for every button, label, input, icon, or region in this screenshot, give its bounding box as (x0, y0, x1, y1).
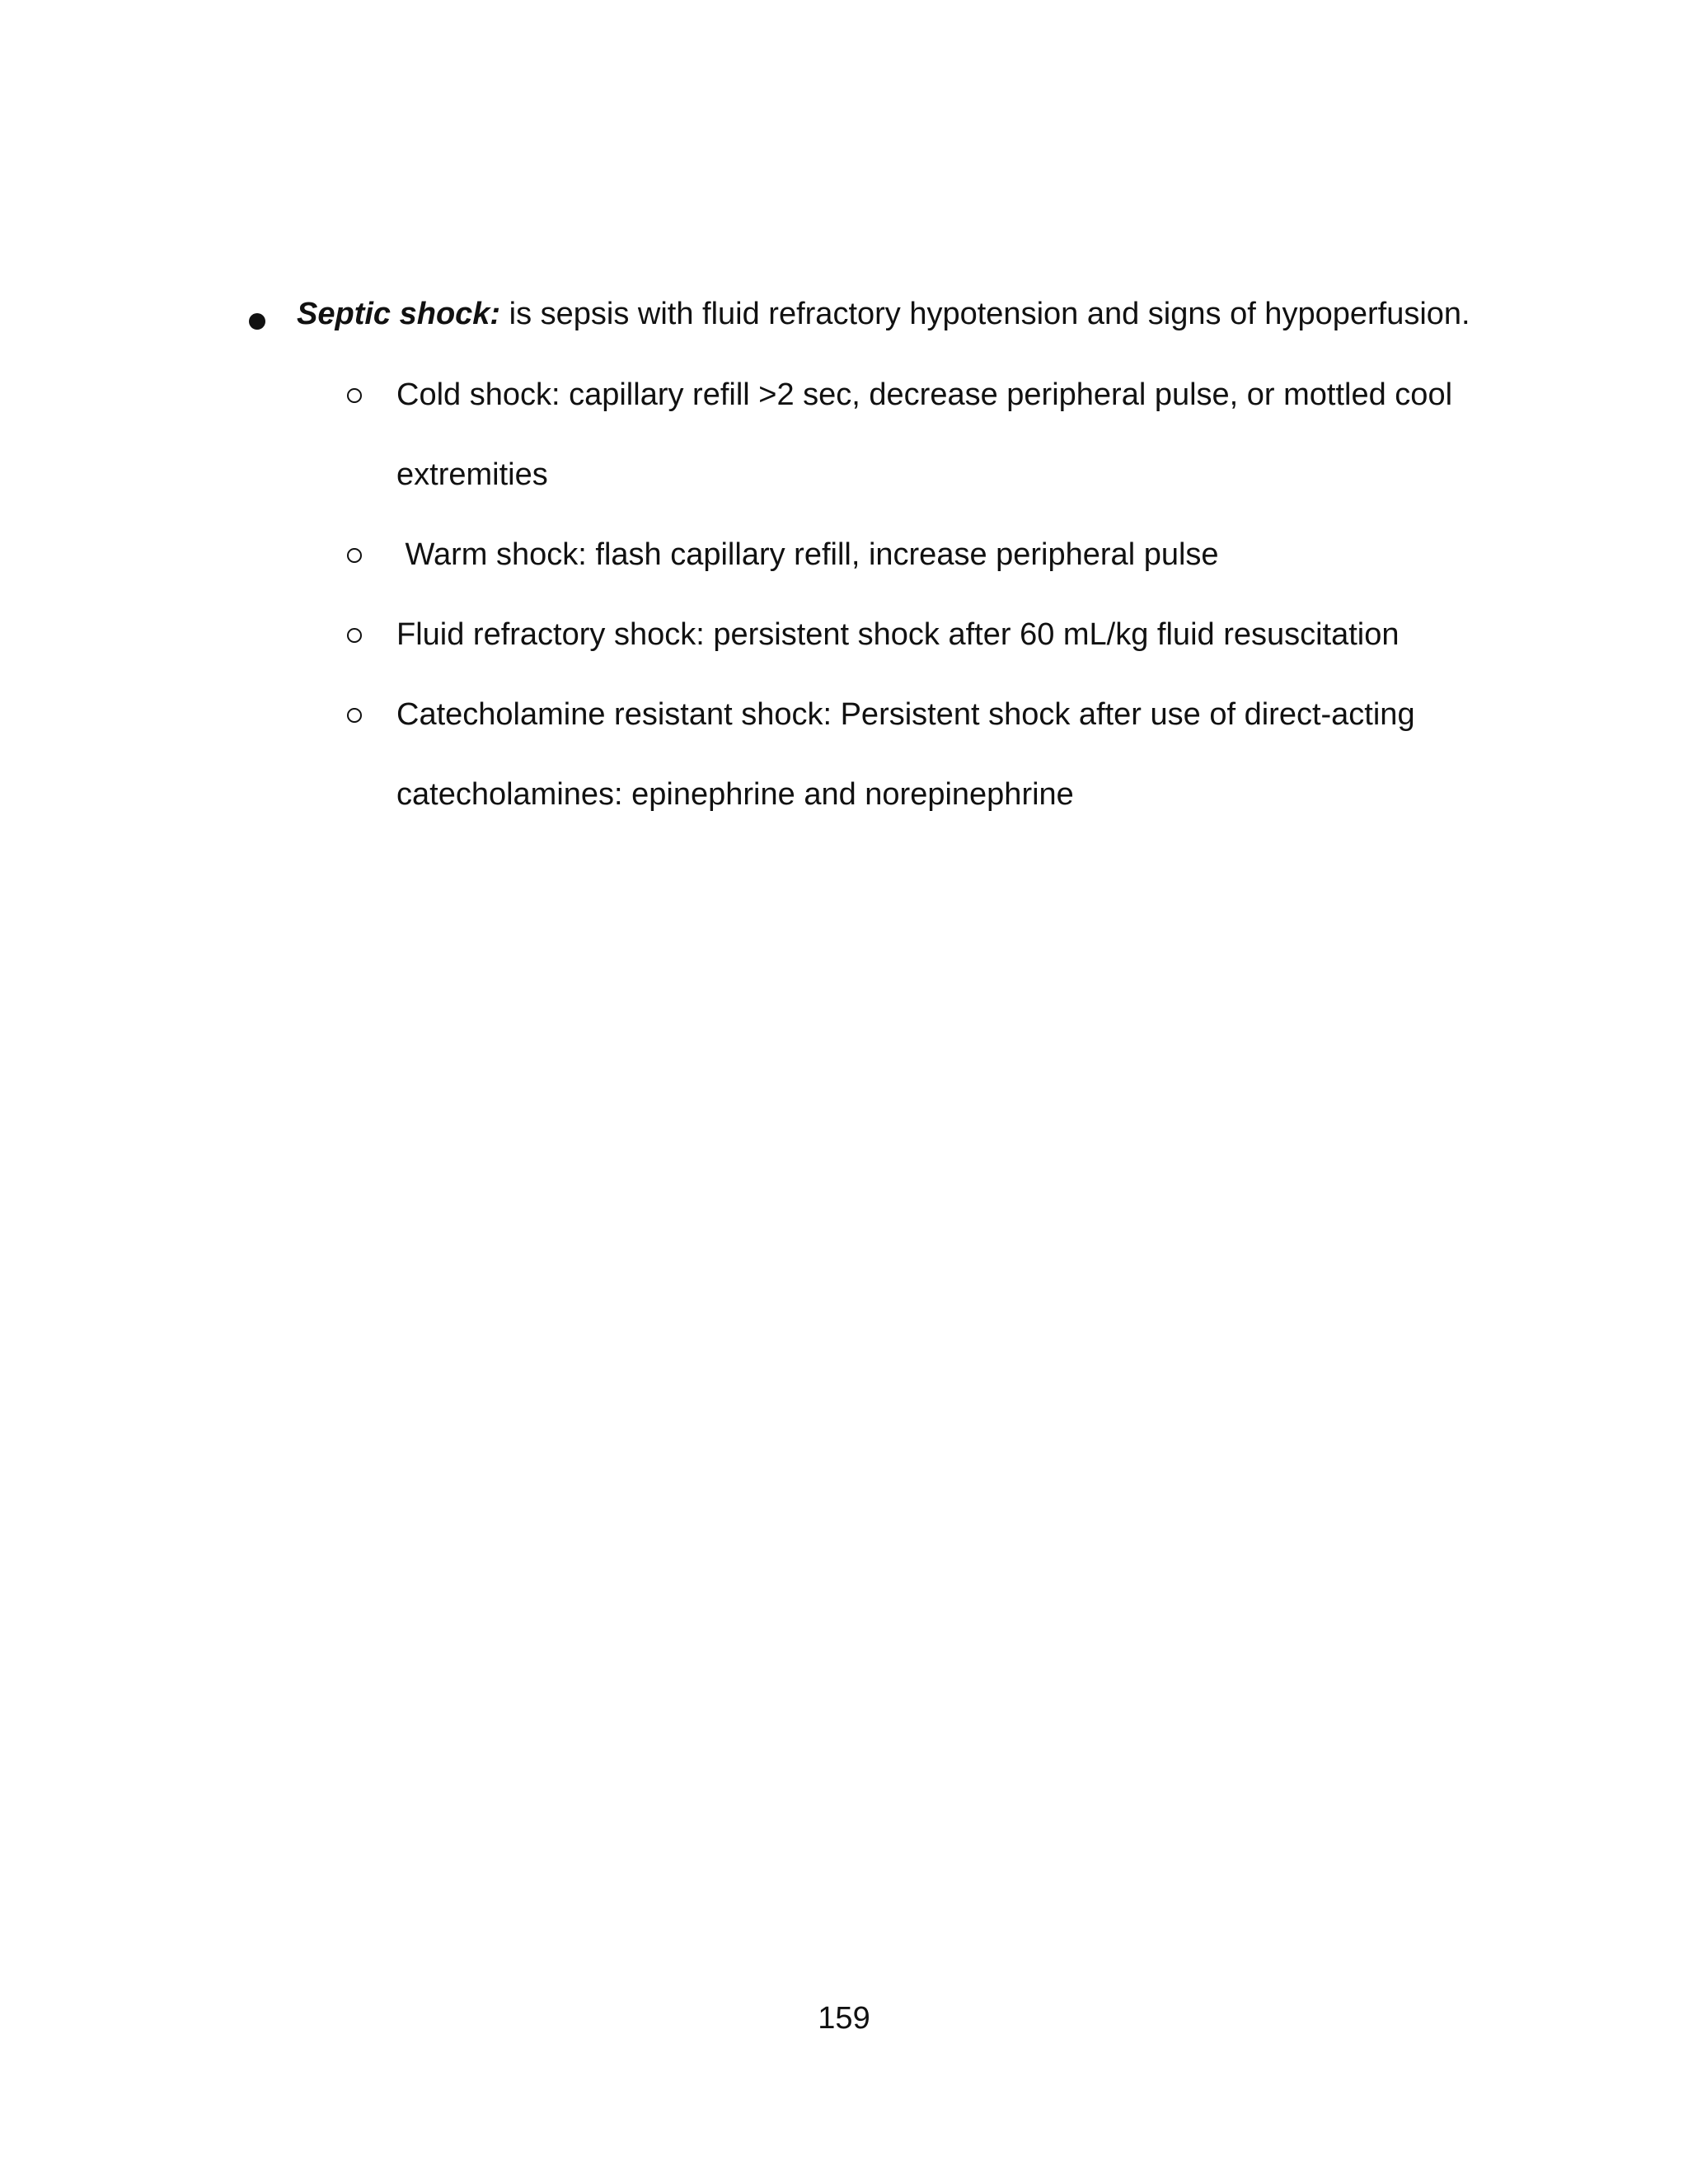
list-item-text-continued: extremities (396, 457, 548, 492)
list-item-text: Catecholamine resistant shock: Persistent shock after use of direct-acting (396, 697, 1415, 732)
list-item-text-continued: catecholamines: epinephrine and norepinephrine (396, 777, 1074, 812)
septic-shock-definition (297, 293, 1470, 335)
circle-bullet-icon (347, 548, 362, 563)
list-item-text: Warm shock: flash capillary refill, increase peripheral pulse (396, 537, 1219, 572)
circle-bullet-icon (347, 708, 362, 723)
list-item-text: Fluid refractory shock: persistent shock after 60 mL/kg fluid resuscitation (396, 617, 1400, 652)
circle-bullet-icon (347, 388, 362, 403)
page-number: 159 (818, 2001, 870, 2036)
circle-bullet-icon (347, 628, 362, 643)
term-septic-shock: Septic shock: (297, 297, 501, 331)
bullet-icon (249, 313, 265, 330)
definition-text: is sepsis with fluid refractory hypotension and signs of hypoperfusion. (500, 297, 1470, 331)
list-item-text: Cold shock: capillary refill >2 sec, decrease peripheral pulse, or mottled cool (396, 377, 1453, 412)
